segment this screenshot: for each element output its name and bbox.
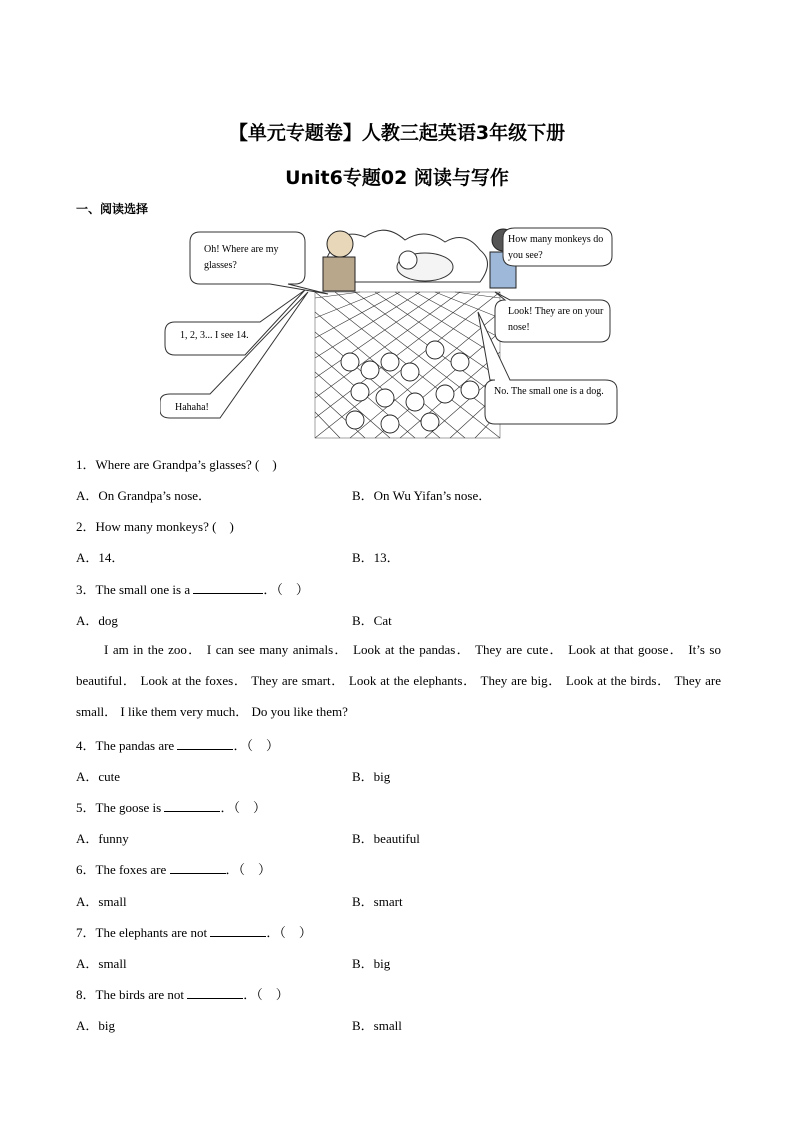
zoo-illustration bbox=[160, 222, 620, 442]
bubble-laugh: Hahaha! bbox=[175, 402, 209, 413]
bubble-look: Look! They are on your nose! bbox=[508, 306, 604, 333]
q3-option-b: B．Cat bbox=[352, 613, 392, 628]
q6-option-a: A．small bbox=[76, 894, 127, 909]
answer-blank[interactable] bbox=[193, 593, 263, 594]
q2-option-b: B．13． bbox=[352, 550, 400, 565]
bubble-grandpa: Oh! Where are my glasses? bbox=[204, 244, 279, 271]
bubble-dog: No. The small one is a dog. bbox=[494, 386, 604, 397]
q6-option-b: B．smart bbox=[352, 894, 403, 909]
q4-option-b: B．big bbox=[352, 769, 391, 784]
bubble-count: 1, 2, 3... I see 14. bbox=[180, 330, 249, 341]
answer-blank[interactable] bbox=[170, 873, 226, 874]
question-2: 2．How many monkeys? ( ) bbox=[76, 519, 234, 534]
q1-option-b: B．On Wu Yifan’s nose． bbox=[352, 488, 492, 503]
answer-blank[interactable] bbox=[164, 811, 220, 812]
page-subtitle: Unit6专题02 阅读与写作 bbox=[285, 167, 509, 189]
question-4: 4．The pandas are ．（ ） bbox=[76, 738, 279, 753]
q1-option-a: A．On Grandpa’s nose． bbox=[76, 488, 212, 503]
question-8: 8．The birds are not ．（ ） bbox=[76, 987, 289, 1002]
question-1: 1．Where are Grandpa’s glasses? ( ) bbox=[76, 457, 277, 472]
reading-passage: I am in the zoo． I can see many animals． Look at the pandas． They are cute． Look at that goose． It’s so beautiful． Look at the foxes． They are smart． Look at the elephants． They are big． Look at the birds． They are small． I like them very much． Do you like them? bbox=[76, 642, 721, 719]
q4-option-a: A．cute bbox=[76, 769, 121, 784]
page-title: 【单元专题卷】人教三起英语3年级下册 bbox=[228, 122, 566, 144]
answer-blank[interactable] bbox=[210, 936, 266, 937]
q7-option-b: B．big bbox=[352, 956, 391, 971]
q8-option-a: A．big bbox=[76, 1018, 116, 1033]
q3-option-a: A．dog bbox=[76, 613, 118, 628]
bubble-question: How many monkeys do you see? bbox=[508, 234, 604, 261]
question-5: 5．The goose is ．（ ） bbox=[76, 800, 266, 815]
q8-option-b: B．small bbox=[352, 1018, 402, 1033]
q2-option-a: A．14． bbox=[76, 550, 125, 565]
answer-blank[interactable] bbox=[187, 998, 243, 999]
section-heading: 一、阅读选择 bbox=[76, 202, 149, 216]
question-7: 7．The elephants are not ．（ ） bbox=[76, 925, 312, 940]
q5-option-b: B．beautiful bbox=[352, 831, 420, 846]
q7-option-a: A．small bbox=[76, 956, 127, 971]
question-3: 3．The small one is a ．（ ） bbox=[76, 582, 309, 597]
answer-blank[interactable] bbox=[177, 749, 233, 750]
q5-option-a: A．funny bbox=[76, 831, 129, 846]
question-6: 6．The foxes are ．（ ） bbox=[76, 862, 272, 877]
